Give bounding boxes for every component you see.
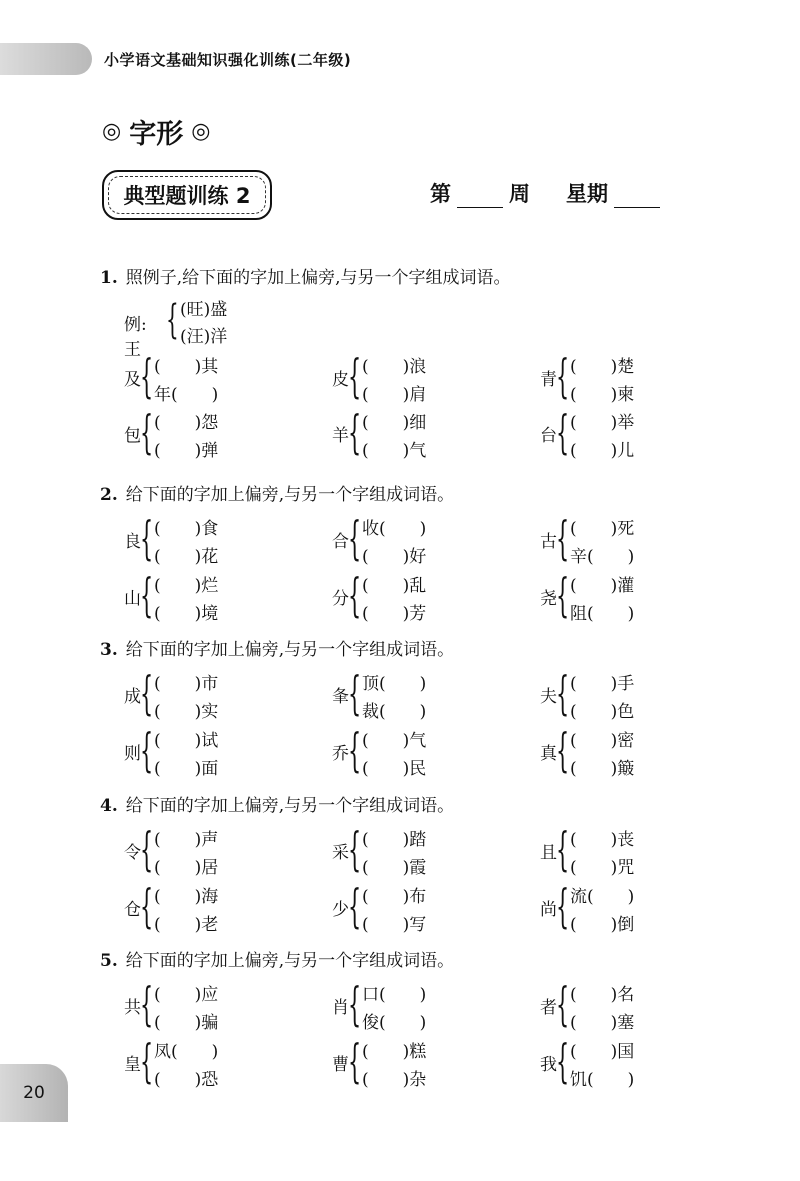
answer-line[interactable]: ( )国 [570, 1042, 635, 1062]
answer-line[interactable]: 流( ) [570, 887, 635, 907]
base-character: 台 [540, 426, 557, 446]
exercise-item [332, 879, 472, 939]
base-character: 共 [124, 998, 141, 1018]
week-blank[interactable] [457, 183, 503, 208]
example-line: (汪)洋 [180, 327, 228, 347]
exercise-item [540, 723, 680, 783]
question-number: 2. [100, 485, 118, 505]
answer-line[interactable]: ( )好 [362, 547, 427, 567]
answer-line[interactable]: 顶( ) [362, 674, 427, 694]
answer-line[interactable]: 辛( ) [570, 547, 635, 567]
base-character: 真 [540, 744, 557, 764]
question-text: 照例子,给下面的字加上偏旁,与另一个字组成词语。 [125, 268, 511, 288]
exercise-item [124, 666, 264, 726]
brace: { [348, 666, 362, 720]
exercise-item [332, 511, 472, 571]
answer-line[interactable]: ( )芳 [362, 604, 427, 624]
exercise-item [124, 568, 264, 628]
brace: { [140, 349, 154, 403]
week-prefix: 第 [430, 181, 451, 206]
question-number: 5. [100, 951, 118, 971]
brace: { [140, 666, 154, 720]
exercise-item [540, 822, 680, 882]
question-text: 给下面的字加上偏旁,与另一个字组成词语。 [125, 796, 455, 816]
exercise-item [540, 568, 680, 628]
exercise-item [332, 666, 472, 726]
answer-line[interactable]: ( )杂 [362, 1070, 427, 1090]
brace: { [140, 511, 154, 565]
brace: { [140, 977, 154, 1031]
answer-line[interactable]: ( )弹 [154, 441, 219, 461]
base-character: 良 [124, 532, 141, 552]
exercise-item [332, 349, 472, 409]
answer-line[interactable]: ( )恐 [154, 1070, 219, 1090]
exercise-item [540, 879, 680, 939]
answer-line[interactable]: ( )色 [570, 702, 635, 722]
exercise-item [332, 822, 472, 882]
answer-line[interactable]: ( )楚 [570, 357, 635, 377]
brace: { [556, 1034, 570, 1088]
answer-line[interactable]: ( )名 [570, 985, 635, 1005]
base-character: 我 [540, 1055, 557, 1075]
answer-line[interactable]: ( )应 [154, 985, 219, 1005]
brace: { [348, 405, 362, 459]
example-line: (旺)盛 [180, 300, 228, 320]
base-character: 及 [124, 370, 141, 390]
brace: { [556, 568, 570, 622]
answer-line[interactable]: ( )写 [362, 915, 427, 935]
brace: { [348, 822, 362, 876]
base-character: 肖 [332, 998, 349, 1018]
exercise-item [124, 977, 264, 1037]
answer-line[interactable]: ( )居 [154, 858, 219, 878]
answer-line[interactable]: ( )糕 [362, 1042, 427, 1062]
answer-line[interactable]: 口( ) [362, 985, 427, 1005]
exercise-item [540, 511, 680, 571]
answer-line[interactable]: ( )试 [154, 731, 219, 751]
base-character: 古 [540, 532, 557, 552]
base-character: 夫 [540, 687, 557, 707]
base-character: 皮 [332, 370, 349, 390]
answer-line[interactable]: 饥( ) [570, 1070, 635, 1090]
exercise-item [540, 1034, 680, 1094]
base-character: 仓 [124, 900, 141, 920]
brace: { [556, 822, 570, 876]
base-character: 山 [124, 589, 141, 609]
answer-line[interactable]: 裁( ) [362, 702, 427, 722]
brace: { [140, 1034, 154, 1088]
brace: { [140, 568, 154, 622]
answer-line[interactable]: ( )境 [154, 604, 219, 624]
base-character: 皇 [124, 1055, 141, 1075]
answer-line[interactable]: 凤( ) [154, 1042, 219, 1062]
brace: { [556, 349, 570, 403]
brace: { [140, 723, 154, 777]
answer-line[interactable]: ( )老 [154, 915, 219, 935]
base-character: 采 [332, 843, 349, 863]
exercise-item [540, 349, 680, 409]
question-heading [100, 263, 511, 288]
practice-label: 典型题训练 2 [123, 184, 251, 208]
base-character: 羊 [332, 426, 349, 446]
answer-line[interactable]: ( )肩 [362, 385, 427, 405]
example-label: 例:王 [124, 315, 147, 360]
answer-line[interactable]: ( )实 [154, 702, 219, 722]
answer-line[interactable]: ( )气 [362, 441, 427, 461]
exercise-item [124, 1034, 264, 1094]
brace: { [166, 297, 179, 343]
answer-line[interactable]: ( )霞 [362, 858, 427, 878]
brace: { [348, 1034, 362, 1088]
brace: { [348, 723, 362, 777]
base-character: 且 [540, 843, 557, 863]
question-text: 给下面的字加上偏旁,与另一个字组成词语。 [125, 640, 455, 660]
base-character: 尧 [540, 589, 557, 609]
brace: { [140, 405, 154, 459]
answer-line[interactable]: ( )市 [154, 674, 219, 694]
answer-line[interactable]: ( )塞 [570, 1013, 635, 1033]
brace: { [348, 511, 362, 565]
book-title: 小学语文基础知识强化训练(二年级) [104, 51, 352, 69]
page-number: 20 [0, 1064, 68, 1122]
answer-line[interactable]: ( )柬 [570, 385, 635, 405]
exercise-item [124, 879, 264, 939]
base-character: 令 [124, 843, 141, 863]
answer-line[interactable]: 俊( ) [362, 1013, 427, 1033]
exercise-item [540, 666, 680, 726]
question-number: 1. [100, 268, 118, 288]
answer-line[interactable]: ( )踏 [362, 830, 427, 850]
brace: { [348, 977, 362, 1031]
question-heading [100, 635, 454, 660]
question-number: 3. [100, 640, 118, 660]
answer-line[interactable]: ( )举 [570, 413, 635, 433]
base-character: 包 [124, 426, 141, 446]
diamond-icon: ◎ [102, 119, 122, 144]
brace: { [140, 822, 154, 876]
answer-line[interactable]: 年( ) [154, 385, 219, 405]
exercise-item [124, 349, 264, 409]
exercise-item [332, 568, 472, 628]
answer-line[interactable]: ( )气 [362, 731, 427, 751]
brace: { [556, 879, 570, 933]
answer-line[interactable]: ( )乱 [362, 576, 427, 596]
brace: { [556, 405, 570, 459]
base-character: 成 [124, 687, 141, 707]
brace: { [140, 879, 154, 933]
base-character: 尚 [540, 900, 557, 920]
answer-line[interactable]: ( )浪 [362, 357, 427, 377]
exercise-item [540, 405, 680, 465]
answer-line[interactable]: ( )灌 [570, 576, 635, 596]
week-suffix: 周 [509, 181, 530, 206]
base-character: 曹 [332, 1055, 349, 1075]
brace: { [556, 666, 570, 720]
answer-line[interactable]: ( )密 [570, 731, 635, 751]
answer-line[interactable]: ( )海 [154, 887, 219, 907]
exercise-item [124, 723, 264, 783]
answer-line[interactable]: ( )民 [362, 759, 427, 779]
answer-line[interactable]: ( )烂 [154, 576, 219, 596]
exercise-item [332, 977, 472, 1037]
weekday-blank[interactable] [614, 183, 660, 208]
brace: { [348, 568, 362, 622]
base-character: 乔 [332, 744, 349, 764]
answer-line[interactable]: ( )倒 [570, 915, 635, 935]
answer-line[interactable]: ( )死 [570, 519, 635, 539]
exercise-item [124, 822, 264, 882]
answer-line[interactable]: ( )花 [154, 547, 219, 567]
base-character: 合 [332, 532, 349, 552]
practice-label-box [102, 170, 272, 220]
base-character: 则 [124, 744, 141, 764]
base-character: 者 [540, 998, 557, 1018]
brace: { [556, 723, 570, 777]
section-title [102, 112, 210, 151]
base-character: 夆 [332, 687, 349, 707]
answer-line[interactable]: 收( ) [362, 519, 427, 539]
question-heading [100, 946, 454, 971]
answer-line[interactable]: ( )面 [154, 759, 219, 779]
answer-line[interactable]: ( )细 [362, 413, 427, 433]
answer-line[interactable]: ( )怨 [154, 413, 219, 433]
answer-line[interactable]: ( )儿 [570, 441, 635, 461]
brace: { [556, 511, 570, 565]
exercise-item [332, 723, 472, 783]
answer-line[interactable]: ( )声 [154, 830, 219, 850]
question-number: 4. [100, 796, 118, 816]
weekday-label: 星期 [566, 181, 608, 206]
answer-line[interactable]: ( )簸 [570, 759, 635, 779]
answer-line[interactable]: ( )其 [154, 357, 219, 377]
header-tab [0, 43, 92, 75]
base-character: 青 [540, 370, 557, 390]
answer-line[interactable]: ( )丧 [570, 830, 635, 850]
question-text: 给下面的字加上偏旁,与另一个字组成词语。 [125, 485, 455, 505]
brace: { [348, 879, 362, 933]
section-title-text: 字形 [129, 119, 184, 150]
base-character: 少 [332, 900, 349, 920]
question-heading [100, 480, 454, 505]
answer-line[interactable]: ( )骗 [154, 1013, 219, 1033]
question-text: 给下面的字加上偏旁,与另一个字组成词语。 [125, 951, 455, 971]
exercise-item [332, 405, 472, 465]
brace: { [348, 349, 362, 403]
exercise-item [332, 1034, 472, 1094]
answer-line[interactable]: ( )咒 [570, 858, 635, 878]
answer-line[interactable]: ( )手 [570, 674, 635, 694]
brace: { [556, 977, 570, 1031]
answer-line[interactable]: ( )布 [362, 887, 427, 907]
answer-line[interactable]: 阻( ) [570, 604, 635, 624]
exercise-item [124, 405, 264, 465]
exercise-item [540, 977, 680, 1037]
base-character: 分 [332, 589, 349, 609]
answer-line[interactable]: ( )食 [154, 519, 219, 539]
diamond-icon: ◎ [191, 119, 211, 144]
week-day-line [430, 178, 666, 208]
exercise-item [124, 511, 264, 571]
question-heading [100, 791, 454, 816]
